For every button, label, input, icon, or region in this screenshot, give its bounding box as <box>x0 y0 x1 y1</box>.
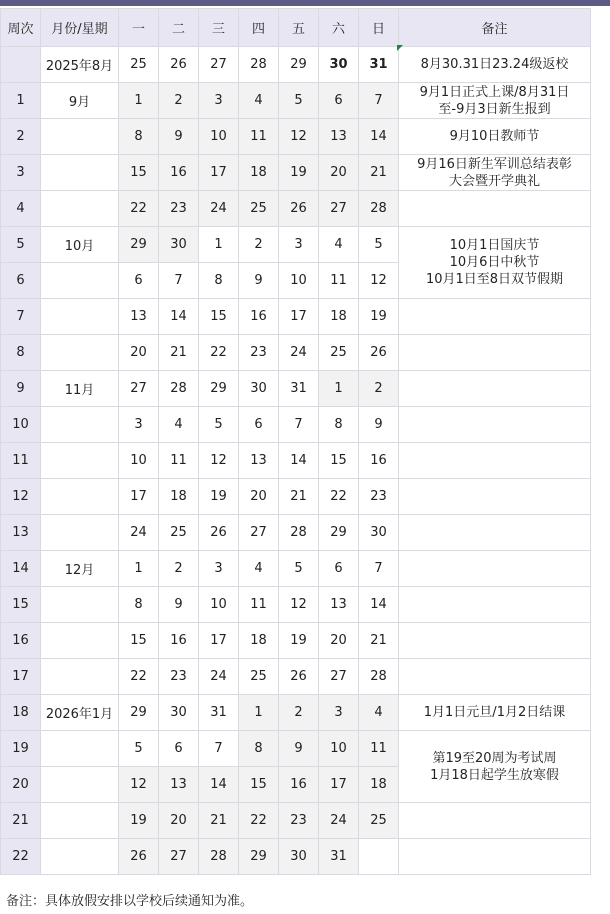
note-line: 9月1日正式上课/8月31日 <box>419 84 570 100</box>
day-cell: 15 <box>319 443 359 479</box>
day-cell: 12 <box>359 263 399 299</box>
month-label <box>41 479 119 515</box>
day-cell: 22 <box>199 335 239 371</box>
month-label: 12月 <box>41 551 119 587</box>
header-tue: 二 <box>159 9 199 47</box>
week-number: 5 <box>1 227 41 263</box>
week-number: 14 <box>1 551 41 587</box>
month-label <box>41 515 119 551</box>
note-cell <box>399 155 591 191</box>
day-cell: 4 <box>359 695 399 731</box>
day-cell: 27 <box>199 47 239 83</box>
day-cell: 27 <box>159 839 199 875</box>
day-cell: 19 <box>279 623 319 659</box>
week-row <box>1 47 591 83</box>
day-cell: 1 <box>239 695 279 731</box>
week-number: 13 <box>1 515 41 551</box>
day-cell: 5 <box>279 83 319 119</box>
day-cell: 31 <box>319 839 359 875</box>
day-cell: 19 <box>359 299 399 335</box>
month-label <box>41 263 119 299</box>
note-cell <box>399 299 591 335</box>
day-cell: 30 <box>159 227 199 263</box>
note-cell <box>399 659 591 695</box>
note-cell <box>399 227 591 299</box>
note-line: 第19至20周为考试周 <box>432 750 557 766</box>
day-cell: 27 <box>319 191 359 227</box>
week-row <box>1 335 591 371</box>
day-cell: 23 <box>279 803 319 839</box>
day-cell: 29 <box>239 839 279 875</box>
note-cell <box>399 479 591 515</box>
day-cell: 14 <box>279 443 319 479</box>
day-cell: 28 <box>279 515 319 551</box>
note-cell <box>399 119 591 155</box>
day-cell: 7 <box>279 407 319 443</box>
day-cell: 18 <box>239 155 279 191</box>
day-cell: 18 <box>359 767 399 803</box>
day-cell: 26 <box>159 47 199 83</box>
note-line: 至-9月3日新生报到 <box>438 101 551 117</box>
day-cell: 7 <box>159 263 199 299</box>
day-cell: 13 <box>319 119 359 155</box>
day-cell: 21 <box>279 479 319 515</box>
day-cell: 6 <box>319 83 359 119</box>
week-row <box>1 587 591 623</box>
day-cell: 16 <box>159 623 199 659</box>
day-cell: 17 <box>199 623 239 659</box>
month-label: 2026年1月 <box>41 695 119 731</box>
day-cell: 26 <box>199 515 239 551</box>
day-cell: 21 <box>359 623 399 659</box>
day-cell: 30 <box>319 47 359 83</box>
month-label <box>41 587 119 623</box>
week-number: 12 <box>1 479 41 515</box>
month-label <box>41 191 119 227</box>
day-cell: 27 <box>119 371 159 407</box>
month-label <box>41 803 119 839</box>
day-cell: 21 <box>359 155 399 191</box>
day-cell: 9 <box>159 119 199 155</box>
week-number: 19 <box>1 731 41 767</box>
day-cell: 23 <box>159 191 199 227</box>
day-cell: 14 <box>199 767 239 803</box>
day-cell: 30 <box>359 515 399 551</box>
day-cell: 24 <box>199 659 239 695</box>
week-number: 17 <box>1 659 41 695</box>
month-label <box>41 443 119 479</box>
day-cell: 24 <box>319 803 359 839</box>
day-cell: 29 <box>119 695 159 731</box>
week-row <box>1 731 591 767</box>
day-cell: 3 <box>319 695 359 731</box>
note-cell <box>399 731 591 803</box>
day-cell: 24 <box>279 335 319 371</box>
header-mon: 一 <box>119 9 159 47</box>
week-number: 2 <box>1 119 41 155</box>
note-line: 大会暨开学典礼 <box>448 173 540 189</box>
week-row <box>1 443 591 479</box>
day-cell: 3 <box>199 83 239 119</box>
day-cell: 20 <box>119 335 159 371</box>
header-sun: 日 <box>359 9 399 47</box>
header-notes: 备注 <box>399 9 591 47</box>
day-cell: 13 <box>159 767 199 803</box>
day-cell: 28 <box>199 839 239 875</box>
day-cell: 29 <box>279 47 319 83</box>
month-label: 10月 <box>41 227 119 263</box>
day-cell: 18 <box>319 299 359 335</box>
note-cell <box>399 371 591 407</box>
header-thu: 四 <box>239 9 279 47</box>
week-row <box>1 659 591 695</box>
day-cell: 22 <box>119 191 159 227</box>
week-row <box>1 407 591 443</box>
day-cell: 2 <box>159 551 199 587</box>
note-cell <box>399 407 591 443</box>
week-number: 11 <box>1 443 41 479</box>
day-cell: 2 <box>239 227 279 263</box>
week-row <box>1 371 591 407</box>
day-cell: 10 <box>119 443 159 479</box>
week-row <box>1 803 591 839</box>
day-cell: 26 <box>359 335 399 371</box>
note-line: 10月6日中秋节 <box>449 255 540 270</box>
day-cell: 10 <box>199 119 239 155</box>
week-row <box>1 515 591 551</box>
month-label <box>41 839 119 875</box>
day-cell: 2 <box>359 371 399 407</box>
day-cell: 16 <box>279 767 319 803</box>
day-cell: 24 <box>119 515 159 551</box>
note-line: 9月10日教师节 <box>449 129 540 144</box>
day-cell: 29 <box>119 227 159 263</box>
day-cell: 21 <box>199 803 239 839</box>
day-cell: 6 <box>319 551 359 587</box>
week-number: 20 <box>1 767 41 803</box>
day-cell: 17 <box>199 155 239 191</box>
day-cell: 13 <box>119 299 159 335</box>
week-number: 21 <box>1 803 41 839</box>
day-cell: 4 <box>239 551 279 587</box>
day-cell: 9 <box>279 731 319 767</box>
note-cell <box>399 83 591 119</box>
day-cell: 26 <box>119 839 159 875</box>
day-cell: 11 <box>359 731 399 767</box>
day-cell: 13 <box>239 443 279 479</box>
week-row <box>1 839 591 875</box>
month-label <box>41 767 119 803</box>
day-cell: 25 <box>239 191 279 227</box>
day-cell: 8 <box>119 587 159 623</box>
header-sat: 六 <box>319 9 359 47</box>
header-fri: 五 <box>279 9 319 47</box>
day-cell: 11 <box>159 443 199 479</box>
day-cell: 15 <box>199 299 239 335</box>
day-cell: 8 <box>319 407 359 443</box>
day-cell: 9 <box>359 407 399 443</box>
day-cell: 12 <box>199 443 239 479</box>
day-cell: 23 <box>159 659 199 695</box>
note-cell <box>399 551 591 587</box>
day-cell: 15 <box>119 623 159 659</box>
day-cell: 5 <box>119 731 159 767</box>
note-cell <box>399 623 591 659</box>
day-cell: 6 <box>239 407 279 443</box>
day-cell: 8 <box>199 263 239 299</box>
day-cell: 24 <box>199 191 239 227</box>
day-cell: 31 <box>199 695 239 731</box>
day-cell: 26 <box>279 191 319 227</box>
day-cell: 20 <box>159 803 199 839</box>
day-cell: 30 <box>279 839 319 875</box>
note-line: 10月1日国庆节 <box>449 238 540 253</box>
note-cell <box>399 191 591 227</box>
month-label <box>41 119 119 155</box>
day-cell: 10 <box>279 263 319 299</box>
day-cell: 7 <box>359 83 399 119</box>
note-cell <box>399 443 591 479</box>
week-number: 8 <box>1 335 41 371</box>
month-label <box>41 335 119 371</box>
day-cell: 28 <box>239 47 279 83</box>
day-cell: 14 <box>159 299 199 335</box>
day-cell: 14 <box>359 119 399 155</box>
week-number: 10 <box>1 407 41 443</box>
footer-note: 备注：具体放假安排以学校后续通知为准。 <box>6 894 254 909</box>
day-cell: 27 <box>319 659 359 695</box>
day-cell: 8 <box>119 119 159 155</box>
note-line: 1月1日元旦/1月2日结课 <box>423 705 566 720</box>
day-cell: 7 <box>359 551 399 587</box>
day-cell: 10 <box>319 731 359 767</box>
day-cell: 12 <box>119 767 159 803</box>
day-cell: 8 <box>239 731 279 767</box>
day-cell: 30 <box>239 371 279 407</box>
month-label <box>41 731 119 767</box>
day-cell: 27 <box>239 515 279 551</box>
day-cell: 19 <box>119 803 159 839</box>
day-cell: 25 <box>319 335 359 371</box>
day-cell: 1 <box>199 227 239 263</box>
day-cell: 11 <box>239 119 279 155</box>
week-row <box>1 119 591 155</box>
month-label <box>41 407 119 443</box>
month-label: 2025年8月 <box>41 47 119 83</box>
week-row <box>1 155 591 191</box>
day-cell: 12 <box>279 119 319 155</box>
week-number: 3 <box>1 155 41 191</box>
day-cell: 29 <box>199 371 239 407</box>
day-cell: 30 <box>159 695 199 731</box>
day-cell: 23 <box>239 335 279 371</box>
day-cell: 31 <box>279 371 319 407</box>
week-row <box>1 479 591 515</box>
day-cell: 21 <box>159 335 199 371</box>
note-cell <box>399 839 591 875</box>
day-cell: 25 <box>119 47 159 83</box>
day-cell: 16 <box>159 155 199 191</box>
day-cell: 10 <box>199 587 239 623</box>
month-label <box>41 623 119 659</box>
day-cell: 19 <box>199 479 239 515</box>
day-cell: 28 <box>359 191 399 227</box>
week-row <box>1 551 591 587</box>
day-cell: 14 <box>359 587 399 623</box>
week-number <box>1 47 41 83</box>
header-wed: 三 <box>199 9 239 47</box>
day-cell: 15 <box>119 155 159 191</box>
day-cell: 6 <box>119 263 159 299</box>
day-cell: 29 <box>319 515 359 551</box>
week-row <box>1 695 591 731</box>
week-number: 16 <box>1 623 41 659</box>
day-cell: 3 <box>119 407 159 443</box>
day-cell: 25 <box>239 659 279 695</box>
day-cell: 25 <box>359 803 399 839</box>
week-row <box>1 299 591 335</box>
note-cell <box>399 47 591 83</box>
day-cell: 20 <box>239 479 279 515</box>
day-cell: 22 <box>119 659 159 695</box>
note-line: 1月18日起学生放寒假 <box>430 767 559 783</box>
day-cell: 4 <box>319 227 359 263</box>
day-cell: 3 <box>279 227 319 263</box>
month-label <box>41 659 119 695</box>
day-cell: 19 <box>279 155 319 191</box>
day-cell: 5 <box>279 551 319 587</box>
week-number: 7 <box>1 299 41 335</box>
week-number: 9 <box>1 371 41 407</box>
week-row <box>1 227 591 263</box>
day-cell: 31 <box>359 47 399 83</box>
day-cell: 16 <box>359 443 399 479</box>
day-cell: 2 <box>159 83 199 119</box>
day-cell: 18 <box>159 479 199 515</box>
top-accent-bar <box>0 0 610 6</box>
week-number: 6 <box>1 263 41 299</box>
header-week: 周次 <box>1 9 41 47</box>
day-cell: 5 <box>199 407 239 443</box>
month-label: 9月 <box>41 83 119 119</box>
academic-calendar-table <box>0 8 591 875</box>
week-row <box>1 191 591 227</box>
week-number: 15 <box>1 587 41 623</box>
day-cell: 4 <box>159 407 199 443</box>
header-row <box>1 9 591 47</box>
day-cell: 20 <box>319 623 359 659</box>
header-month-weekday: 月份/星期 <box>41 9 119 47</box>
day-cell: 6 <box>159 731 199 767</box>
day-cell: 26 <box>279 659 319 695</box>
day-cell: 18 <box>239 623 279 659</box>
day-cell: 25 <box>159 515 199 551</box>
day-cell: 13 <box>319 587 359 623</box>
day-cell: 11 <box>239 587 279 623</box>
note-cell <box>399 335 591 371</box>
day-cell: 7 <box>199 731 239 767</box>
week-number: 4 <box>1 191 41 227</box>
note-line: 9月16日新生军训总结表彰 <box>417 156 572 172</box>
week-number: 18 <box>1 695 41 731</box>
day-cell: 1 <box>119 551 159 587</box>
day-cell: 4 <box>239 83 279 119</box>
day-cell: 17 <box>119 479 159 515</box>
day-cell: 1 <box>319 371 359 407</box>
day-cell: 3 <box>199 551 239 587</box>
month-label <box>41 155 119 191</box>
day-cell <box>359 839 399 875</box>
cell-comment-marker <box>397 45 403 51</box>
note-cell <box>399 803 591 839</box>
note-line: 8月30.31日23.24级返校 <box>420 57 569 72</box>
week-row <box>1 83 591 119</box>
week-number: 1 <box>1 83 41 119</box>
note-line: 10月1日至8日双节假期 <box>425 272 564 287</box>
note-cell <box>399 587 591 623</box>
week-row <box>1 623 591 659</box>
day-cell: 23 <box>359 479 399 515</box>
month-label: 11月 <box>41 371 119 407</box>
day-cell: 17 <box>319 767 359 803</box>
day-cell: 17 <box>279 299 319 335</box>
note-cell <box>399 515 591 551</box>
day-cell: 9 <box>239 263 279 299</box>
day-cell: 28 <box>159 371 199 407</box>
day-cell: 2 <box>279 695 319 731</box>
day-cell: 1 <box>119 83 159 119</box>
day-cell: 11 <box>319 263 359 299</box>
day-cell: 16 <box>239 299 279 335</box>
day-cell: 12 <box>279 587 319 623</box>
day-cell: 9 <box>159 587 199 623</box>
day-cell: 22 <box>239 803 279 839</box>
day-cell: 5 <box>359 227 399 263</box>
month-label <box>41 299 119 335</box>
week-number: 22 <box>1 839 41 875</box>
day-cell: 28 <box>359 659 399 695</box>
day-cell: 15 <box>239 767 279 803</box>
day-cell: 20 <box>319 155 359 191</box>
note-cell <box>399 695 591 731</box>
day-cell: 22 <box>319 479 359 515</box>
